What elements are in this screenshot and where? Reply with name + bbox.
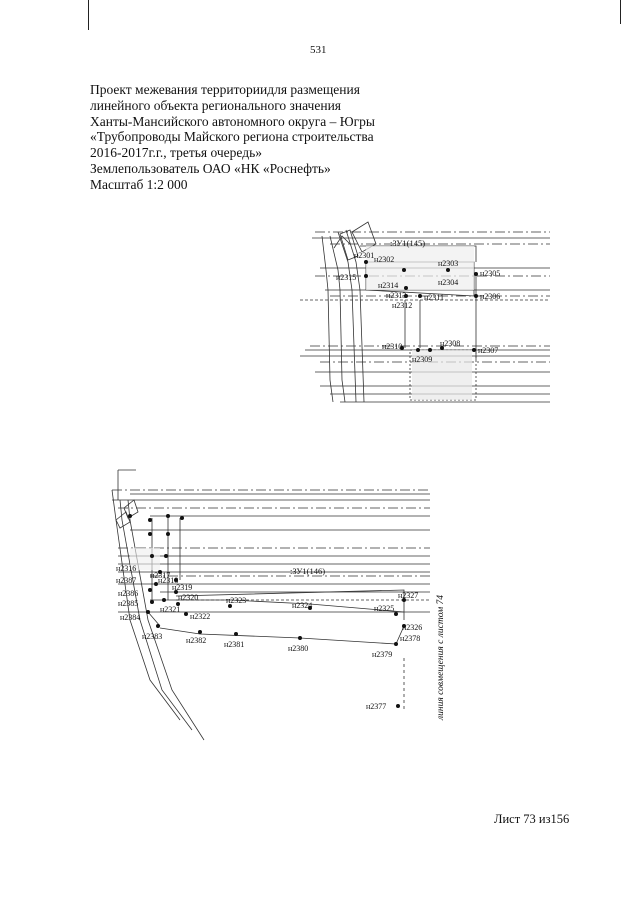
title-line: Землепользователь ОАО «НК «Роснефть» bbox=[90, 160, 331, 176]
point-label: н2316 bbox=[116, 564, 137, 573]
point-label: н2305 bbox=[480, 269, 501, 278]
point-label: н2303 bbox=[438, 259, 459, 268]
page-number: 531 bbox=[310, 44, 327, 56]
title-line: Проект межевания территориидля размещения bbox=[90, 82, 360, 97]
title-line: линейного объекта регионального значения bbox=[90, 97, 342, 113]
point-label: н2306 bbox=[480, 292, 501, 301]
point-label: н2312 bbox=[392, 301, 413, 310]
title-line: Масштаб 1:2 000 bbox=[90, 176, 188, 192]
title-line: 2016-2017г.г., третья очередь» bbox=[90, 145, 262, 161]
point-label: н2304 bbox=[438, 278, 459, 287]
point-label: н2387 bbox=[116, 576, 137, 585]
point-label: н2321 bbox=[160, 605, 181, 614]
sheet-number: Лист 73 из156 bbox=[494, 812, 570, 826]
zone-label: :ЗУ1(146) bbox=[290, 566, 326, 576]
point-label: н2382 bbox=[186, 636, 207, 645]
alignment-line-note: линия совмещения с листом 74 bbox=[436, 594, 446, 720]
point-label: н2326 bbox=[402, 623, 423, 632]
point-label: н2311 bbox=[424, 293, 444, 302]
point-label: н2323 bbox=[226, 596, 247, 605]
point-label: н2384 bbox=[120, 613, 141, 622]
point-label: н2309 bbox=[412, 355, 433, 364]
point-label: н2320 bbox=[178, 593, 199, 602]
point-label: н2379 bbox=[372, 650, 393, 659]
title-line: «Трубопроводы Майского региона строительства bbox=[90, 129, 374, 145]
point-label: н2315 bbox=[336, 273, 357, 282]
point-label: н2308 bbox=[440, 339, 461, 348]
point-label: н2380 bbox=[288, 644, 309, 653]
point-label: н2383 bbox=[142, 632, 163, 641]
point-label: н2301 bbox=[354, 251, 375, 260]
point-label: н2319 bbox=[172, 583, 193, 592]
point-label: н2381 bbox=[224, 640, 245, 649]
point-label: н2322 bbox=[190, 612, 211, 621]
point-label: н2325 bbox=[374, 604, 395, 613]
point-label: н2314 bbox=[378, 281, 399, 290]
point-label: н2378 bbox=[400, 634, 421, 643]
point-label: н2317 bbox=[150, 571, 171, 580]
point-label: н2302 bbox=[374, 255, 395, 264]
point-label: н2385 bbox=[118, 599, 139, 608]
point-label: н2307 bbox=[478, 346, 499, 355]
point-label: н2313 bbox=[386, 291, 407, 300]
zone-label: :ЗУ1(145) bbox=[390, 238, 426, 248]
title-line: Ханты-Мансийского автономного округа – Югры bbox=[90, 113, 375, 129]
point-label: н2324 bbox=[292, 601, 313, 610]
point-label: н2318 bbox=[158, 576, 179, 585]
point-label: н2377 bbox=[366, 702, 387, 711]
point-label: н2310 bbox=[382, 342, 403, 351]
point-label: н2386 bbox=[118, 589, 139, 598]
point-label: н2327 bbox=[398, 591, 419, 600]
